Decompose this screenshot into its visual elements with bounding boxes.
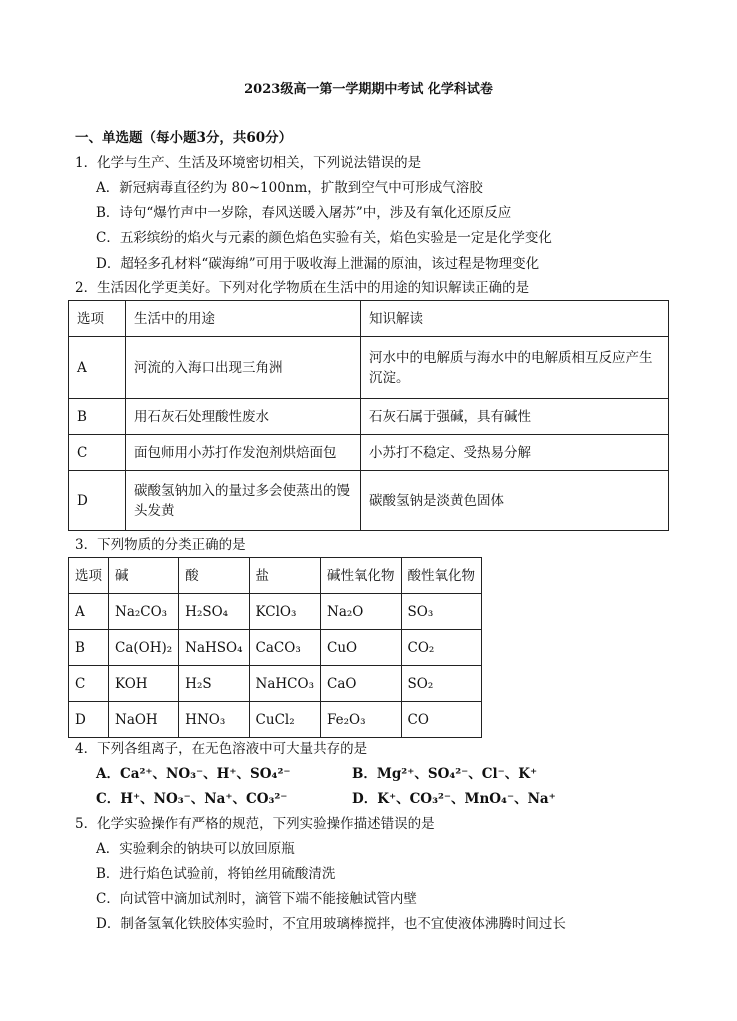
table-cell: Ca(OH)₂ bbox=[109, 630, 179, 666]
table-header-cell: 盐 bbox=[249, 558, 320, 594]
table-row bbox=[69, 594, 482, 630]
table-cell: Fe₂O₃ bbox=[321, 702, 402, 738]
table-cell: H₂S bbox=[179, 666, 249, 702]
q2-stem: 2．生活因化学更美好。下列对化学物质在生活中的用途的知识解读正确的是 bbox=[75, 280, 530, 296]
q1-stem: 1．化学与生产、生活及环境密切相关，下列说法错误的是 bbox=[75, 155, 422, 171]
table-cell: 河流的入海口出现三角洲 bbox=[126, 337, 361, 399]
q5-option-b: B．进行焰色试验前，将铂丝用硫酸清洗 bbox=[96, 866, 336, 882]
q1-option-c: C．五彩缤纷的焰火与元素的颜色焰色实验有关，焰色实验是一定是化学变化 bbox=[96, 230, 552, 246]
table-cell: KOH bbox=[109, 666, 179, 702]
table-cell: 石灰石属于强碱，具有碱性 bbox=[361, 399, 669, 435]
table-row bbox=[69, 471, 669, 531]
table-cell: A bbox=[69, 594, 109, 630]
table-cell: D bbox=[69, 702, 109, 738]
q1-option-d: D．超轻多孔材料“碳海绵”可用于吸收海上泄漏的原油，该过程是物理变化 bbox=[96, 256, 540, 272]
q5-option-a: A．实验剩余的钠块可以放回原瓶 bbox=[96, 841, 295, 857]
q3-stem: 3．下列物质的分类正确的是 bbox=[75, 537, 246, 553]
table-row bbox=[69, 666, 482, 702]
table-row bbox=[69, 337, 669, 399]
exam-title: 2023级高一第一学期期中考试 化学科试卷 bbox=[244, 82, 493, 97]
table-cell: SO₂ bbox=[401, 666, 482, 702]
table-cell: HNO₃ bbox=[179, 702, 249, 738]
table-cell: CO bbox=[401, 702, 482, 738]
q5-stem: 5．化学实验操作有严格的规范，下列实验操作描述错误的是 bbox=[75, 816, 435, 832]
table-header-cell: 选项 bbox=[69, 301, 126, 337]
table-cell: CuO bbox=[321, 630, 402, 666]
table-header-row bbox=[69, 301, 669, 337]
table-cell: NaOH bbox=[109, 702, 179, 738]
table-header-cell: 知识解读 bbox=[361, 301, 669, 337]
table-cell: Na₂O bbox=[321, 594, 402, 630]
table-cell: A bbox=[69, 337, 126, 399]
table-row bbox=[69, 630, 482, 666]
table-cell: C bbox=[69, 666, 109, 702]
q1-option-b: B．诗句“爆竹声中一岁除，春风送暖入屠苏”中，涉及有氧化还原反应 bbox=[96, 205, 512, 221]
table-row bbox=[69, 399, 669, 435]
q5-option-d: D．制备氢氧化铁胶体实验时，不宜用玻璃棒搅拌，也不宜使液体沸腾时间过长 bbox=[96, 916, 566, 932]
table-cell: 河水中的电解质与海水中的电解质相互反应产生沉淀。 bbox=[361, 337, 669, 399]
table-row bbox=[69, 435, 669, 471]
table-header-cell: 酸 bbox=[179, 558, 249, 594]
q4-stem: 4．下列各组离子，在无色溶液中可大量共存的是 bbox=[75, 741, 368, 757]
table-cell: 用石灰石处理酸性废水 bbox=[126, 399, 361, 435]
table-header-cell: 碱性氧化物 bbox=[321, 558, 402, 594]
q4-option-b: B．Mg²⁺、SO₄²⁻、Cl⁻、K⁺ bbox=[352, 766, 538, 782]
table-cell: CaO bbox=[321, 666, 402, 702]
q4-option-a: A．Ca²⁺、NO₃⁻、H⁺、SO₄²⁻ bbox=[96, 766, 291, 782]
q3-table bbox=[68, 557, 482, 738]
table-cell: C bbox=[69, 435, 126, 471]
table-header-cell: 选项 bbox=[69, 558, 109, 594]
table-cell: H₂SO₄ bbox=[179, 594, 249, 630]
table-row bbox=[69, 702, 482, 738]
table-cell: 碳酸氢钠是淡黄色固体 bbox=[361, 471, 669, 531]
q2-table bbox=[68, 300, 669, 531]
table-cell: D bbox=[69, 471, 126, 531]
table-cell: B bbox=[69, 399, 126, 435]
table-cell: SO₃ bbox=[401, 594, 482, 630]
section-heading: 一、单选题（每小题3分，共60分） bbox=[75, 130, 293, 146]
table-header-cell: 酸性氧化物 bbox=[401, 558, 482, 594]
table-header-cell: 生活中的用途 bbox=[126, 301, 361, 337]
q5-option-c: C．向试管中滴加试剂时，滴管下端不能接触试管内壁 bbox=[96, 891, 417, 907]
table-cell: CO₂ bbox=[401, 630, 482, 666]
table-header-cell: 碱 bbox=[109, 558, 179, 594]
table-cell: 面包师用小苏打作发泡剂烘焙面包 bbox=[126, 435, 361, 471]
table-cell: NaHCO₃ bbox=[249, 666, 320, 702]
q4-option-d: D．K⁺、CO₃²⁻、MnO₄⁻、Na⁺ bbox=[352, 791, 556, 807]
table-cell: B bbox=[69, 630, 109, 666]
q1-option-a: A．新冠病毒直径约为 80~100nm，扩散到空气中可形成气溶胶 bbox=[96, 180, 483, 196]
table-cell: KClO₃ bbox=[249, 594, 320, 630]
q4-option-c: C．H⁺、NO₃⁻、Na⁺、CO₃²⁻ bbox=[96, 791, 288, 807]
table-cell: 碳酸氢钠加入的量过多会使蒸出的馒头发黄 bbox=[126, 471, 361, 531]
table-cell: NaHSO₄ bbox=[179, 630, 249, 666]
table-cell: 小苏打不稳定、受热易分解 bbox=[361, 435, 669, 471]
table-header-row bbox=[69, 558, 482, 594]
table-cell: Na₂CO₃ bbox=[109, 594, 179, 630]
table-cell: CuCl₂ bbox=[249, 702, 320, 738]
table-cell: CaCO₃ bbox=[249, 630, 320, 666]
